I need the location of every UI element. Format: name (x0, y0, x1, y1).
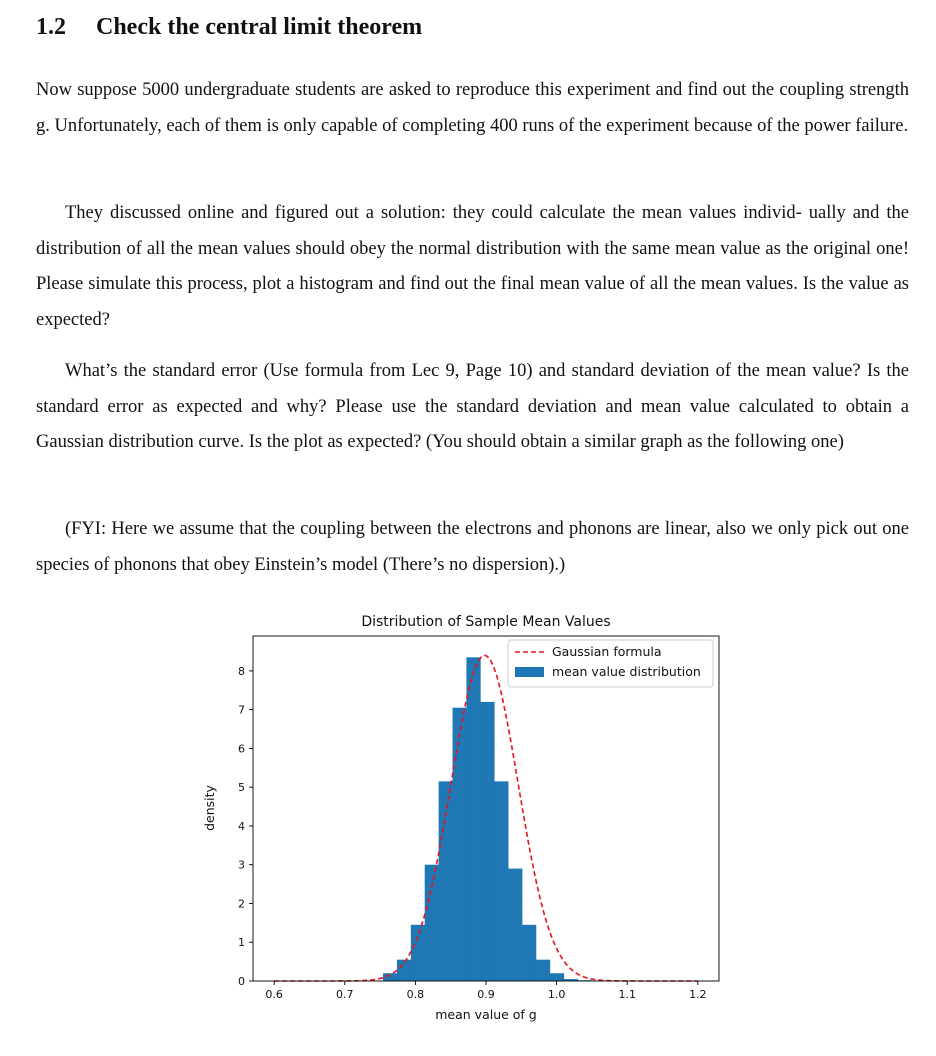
histogram-bars (383, 657, 592, 981)
histogram-bar (411, 925, 425, 981)
histogram-bar (536, 960, 550, 981)
histogram-chart (190, 604, 730, 1044)
histogram-bar (508, 869, 522, 981)
histogram-bar (453, 708, 467, 981)
histogram-bar (494, 781, 508, 981)
y-tick-label: 6 (238, 742, 245, 756)
section-title: Check the central limit theorem (96, 14, 423, 40)
histogram-bar (397, 960, 411, 981)
x-tick-label: 1.0 (547, 988, 566, 1001)
y-tick-label: 7 (238, 703, 245, 717)
section-heading (36, 14, 422, 41)
x-tick-label: 0.9 (477, 988, 495, 1001)
histogram-bar (550, 973, 564, 981)
y-tick-label: 5 (238, 781, 245, 795)
histogram-bar (466, 657, 480, 981)
x-tick-label: 1.1 (618, 988, 636, 1001)
section-number: 1.2 (36, 14, 66, 40)
y-tick-label: 0 (238, 975, 245, 988)
y-tick-label: 1 (238, 936, 245, 950)
y-tick-label: 4 (238, 819, 245, 833)
y-tick-label: 2 (238, 897, 245, 911)
x-tick-label: 1.2 (689, 988, 707, 1001)
x-axis-ticks (265, 981, 706, 1001)
histogram-figure (190, 604, 730, 1044)
x-tick-label: 0.7 (336, 988, 354, 1001)
legend-distribution-swatch (515, 667, 544, 677)
histogram-bar (439, 781, 453, 981)
paragraph-4: (FYI: Here we assume that the coupling between the electrons and phonons are linear, also we only pick out one species of phonons that obey Einstein’s model (There’s no dispersion).) (36, 519, 909, 575)
y-axis-label: density (202, 785, 217, 831)
legend-gaussian-label: Gaussian formula (552, 644, 662, 659)
x-tick-label: 0.8 (406, 988, 425, 1001)
histogram-bar (480, 702, 494, 981)
y-tick-label: 8 (238, 664, 245, 678)
x-axis-label: mean value of g (435, 1007, 537, 1022)
paragraph-3: What’s the standard error (Use formula from Lec 9, Page 10) and standard deviation of the mean value? Is the standard error as expected and why? Please use the standard deviation and mean value calculated to obtain a Gaussian distribution curve. Is the plot as expected? (You should obtain a similar graph as the following one) (36, 361, 909, 452)
histogram-bar (425, 865, 439, 981)
paragraph-1: Now suppose 5000 undergraduate students are asked to reproduce this experiment and find out the coupling strength g. Unfortunately, each of them is only capable of completing 400 runs of the experiment because of the power failure. (36, 80, 909, 136)
y-tick-label: 3 (238, 858, 245, 872)
legend (508, 640, 713, 687)
legend-distribution-label: mean value distribution (552, 664, 701, 679)
histogram-bar (522, 925, 536, 981)
paragraph-2: They discussed online and figured out a solution: they could calculate the mean values individ- ually and the distribution of all the mean values should obey the normal distribution with the same mean value as the original one! Please simulate this process, plot a histogram and find out the final mean value of all the mean values. Is the value as expected? (36, 203, 909, 330)
chart-title: Distribution of Sample Mean Values (361, 614, 611, 630)
y-axis-ticks (238, 665, 253, 988)
x-tick-label: 0.6 (265, 988, 283, 1001)
